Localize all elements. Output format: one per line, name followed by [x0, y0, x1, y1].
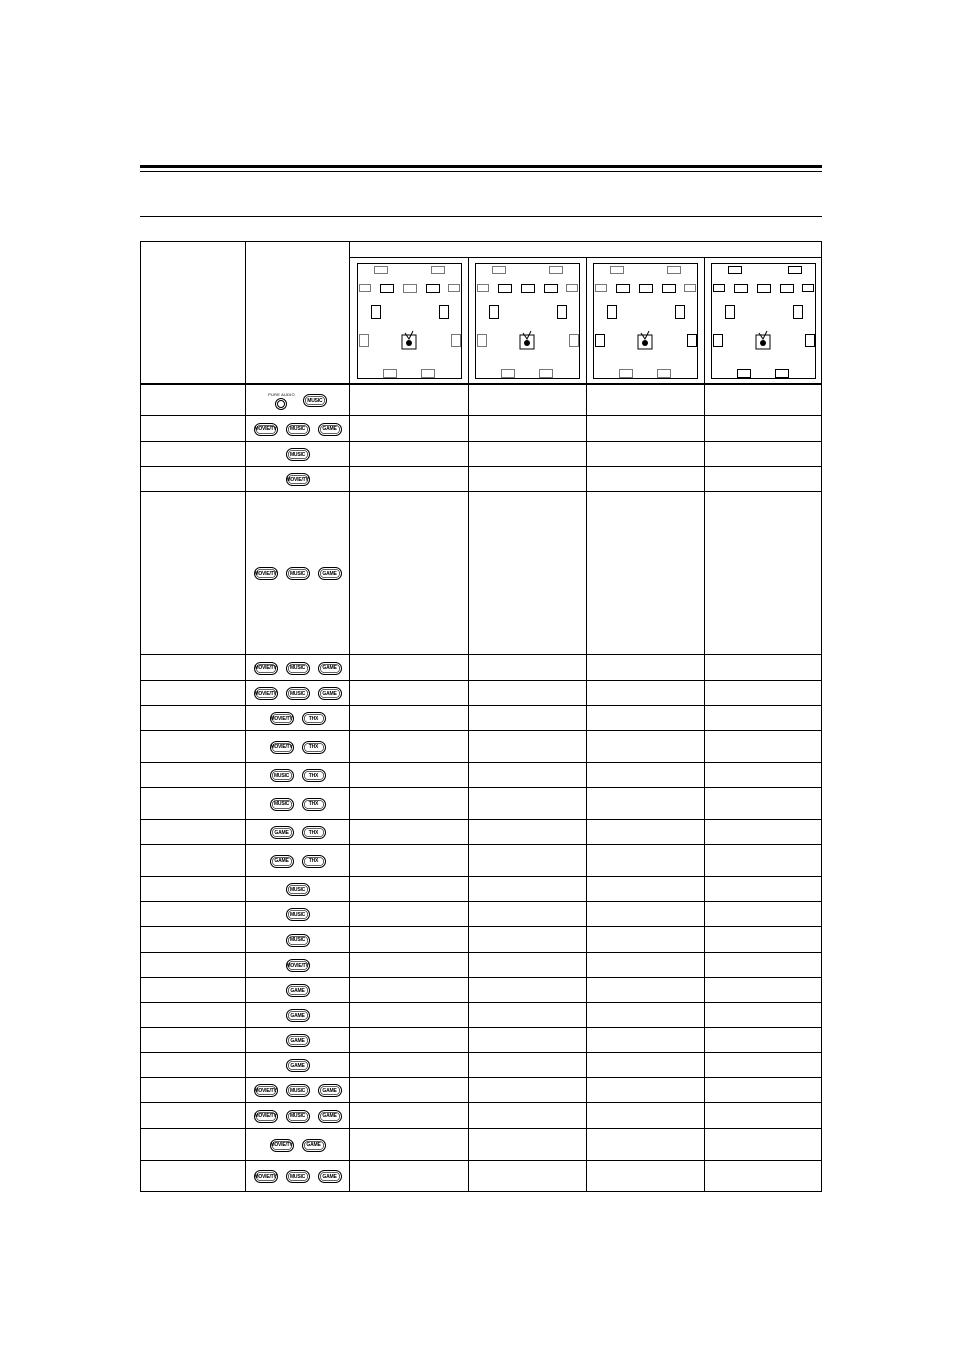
movie-tv-button[interactable]: MOVIE/TV [286, 473, 310, 486]
mode-button-cell [246, 820, 349, 845]
thx-button[interactable]: THX [302, 769, 326, 782]
row-divider [141, 977, 821, 978]
mode-button-cell [246, 902, 349, 927]
row-divider [141, 926, 821, 927]
row-divider [141, 441, 821, 442]
row-divider [141, 415, 821, 416]
game-button[interactable]: GAME [270, 855, 294, 868]
mode-button-cell [246, 681, 349, 706]
music-button[interactable]: MUSIC [286, 567, 310, 580]
mode-button-cell [246, 442, 349, 467]
mode-button-cell [246, 763, 349, 788]
game-button[interactable]: GAME [302, 1139, 326, 1152]
mode-button-cell [246, 467, 349, 492]
music-button[interactable]: MUSIC [286, 687, 310, 700]
speaker-layout-1 [357, 263, 462, 379]
listener-icon [637, 330, 653, 350]
music-button[interactable]: MUSIC [303, 394, 327, 407]
music-button[interactable]: MUSIC [286, 448, 310, 461]
mode-button-cell [246, 706, 349, 731]
game-button[interactable]: GAME [318, 662, 342, 675]
listening-mode-table [140, 241, 822, 1192]
section-rule [140, 216, 822, 217]
speaker-layout-3 [593, 263, 698, 379]
music-button[interactable]: MUSIC [286, 934, 310, 947]
row-divider [141, 876, 821, 877]
music-button[interactable]: MUSIC [286, 908, 310, 921]
row-divider [141, 762, 821, 763]
mode-button-cell [246, 845, 349, 877]
pure-audio-label: PURE AUDIO [268, 391, 295, 397]
movie-tv-button[interactable]: MOVIE/TV [254, 423, 278, 436]
game-button[interactable]: GAME [318, 567, 342, 580]
mode-button-cell [246, 416, 349, 442]
row-divider [141, 654, 821, 655]
row-divider [141, 787, 821, 788]
movie-tv-button[interactable]: MOVIE/TV [286, 959, 310, 972]
music-button[interactable]: MUSIC [286, 423, 310, 436]
thx-button[interactable]: THX [302, 798, 326, 811]
header-sub-divider [350, 257, 821, 258]
row-divider [141, 1002, 821, 1003]
row-divider [141, 1102, 821, 1103]
mode-button-cell [246, 953, 349, 978]
row-divider [141, 819, 821, 820]
mode-button-cell [246, 655, 349, 681]
speaker-layout-4 [711, 263, 816, 379]
game-button[interactable]: GAME [318, 1084, 342, 1097]
thx-button[interactable]: THX [302, 855, 326, 868]
game-button[interactable]: GAME [270, 826, 294, 839]
game-button[interactable]: GAME [286, 1059, 310, 1072]
mode-button-cell [246, 788, 349, 820]
mode-button-cell [246, 1078, 349, 1103]
thx-button[interactable]: THX [302, 712, 326, 725]
header-bottom-divider [141, 383, 821, 385]
movie-tv-button[interactable]: MOVIE/TV [270, 712, 294, 725]
movie-tv-button[interactable]: MOVIE/TV [254, 687, 278, 700]
music-button[interactable]: MUSIC [286, 1110, 310, 1123]
row-divider [141, 680, 821, 681]
mode-button-cell [246, 1129, 349, 1161]
music-button[interactable]: MUSIC [286, 1084, 310, 1097]
music-button[interactable]: MUSIC [270, 798, 294, 811]
row-divider [141, 844, 821, 845]
pure-audio-knob-icon [275, 398, 287, 410]
thx-button[interactable]: THX [302, 826, 326, 839]
movie-tv-button[interactable]: MOVIE/TV [254, 1170, 278, 1183]
game-button[interactable]: GAME [286, 1009, 310, 1022]
mode-button-cell [246, 385, 349, 416]
listener-icon [755, 330, 771, 350]
header-rule-thin [140, 171, 822, 172]
game-button[interactable]: GAME [318, 423, 342, 436]
music-button[interactable]: MUSIC [286, 662, 310, 675]
game-button[interactable]: GAME [286, 1034, 310, 1047]
movie-tv-button[interactable]: MOVIE/TV [254, 662, 278, 675]
row-divider [141, 901, 821, 902]
game-button[interactable]: GAME [318, 1170, 342, 1183]
mode-button-cell [246, 978, 349, 1003]
header-rule-thick [140, 165, 822, 168]
row-divider [141, 1128, 821, 1129]
music-button[interactable]: MUSIC [286, 1170, 310, 1183]
mode-button-cell [246, 877, 349, 902]
row-divider [141, 730, 821, 731]
row-divider [141, 1027, 821, 1028]
row-divider [141, 705, 821, 706]
row-divider [141, 952, 821, 953]
music-button[interactable]: MUSIC [286, 883, 310, 896]
mode-button-cell [246, 1053, 349, 1078]
mode-button-cell [246, 1003, 349, 1028]
mode-button-cell [246, 492, 349, 655]
row-divider [141, 491, 821, 492]
mode-button-cell [246, 731, 349, 763]
game-button[interactable]: GAME [318, 1110, 342, 1123]
mode-button-cell [246, 1103, 349, 1129]
music-button[interactable]: MUSIC [270, 769, 294, 782]
row-divider [141, 1077, 821, 1078]
thx-button[interactable]: THX [302, 741, 326, 754]
mode-button-cell [246, 1161, 349, 1192]
movie-tv-button[interactable]: MOVIE/TV [254, 567, 278, 580]
speaker-layout-2 [475, 263, 580, 379]
game-button[interactable]: GAME [318, 687, 342, 700]
listener-icon [401, 330, 417, 350]
row-divider [141, 1052, 821, 1053]
movie-tv-button[interactable]: MOVIE/TV [254, 1084, 278, 1097]
listener-icon [519, 330, 535, 350]
row-divider [141, 1160, 821, 1161]
mode-button-cell [246, 1028, 349, 1053]
pure-audio-button[interactable] [268, 392, 295, 410]
game-button[interactable]: GAME [286, 984, 310, 997]
mode-button-cell [246, 927, 349, 953]
movie-tv-button[interactable]: MOVIE/TV [270, 1139, 294, 1152]
movie-tv-button[interactable]: MOVIE/TV [254, 1110, 278, 1123]
movie-tv-button[interactable]: MOVIE/TV [270, 741, 294, 754]
row-divider [141, 466, 821, 467]
